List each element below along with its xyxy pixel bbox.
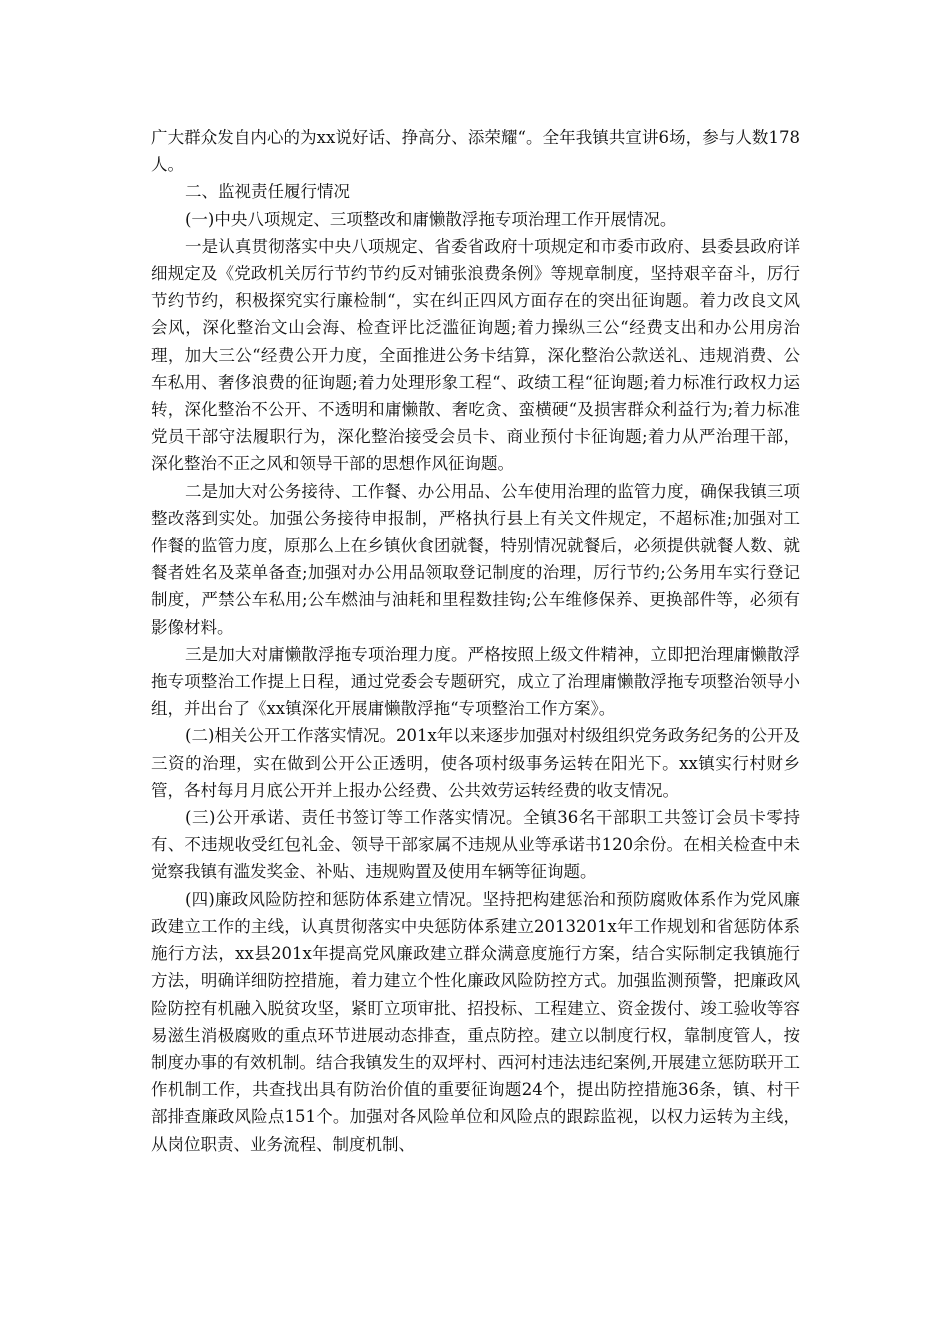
paragraph-subsection-2: (二)相关公开工作落实情况。201x年以来逐步加强对村级组织党务政务纪务的公开及三资的治理，实在做到公开公正透明，使各项村级事务运转在阳光下。xx镇实行村财乡管，各村每月月底公开并上报办公经费、公共效劳运转经费的收支情况。 <box>151 726 800 800</box>
paragraph-third-point: 三是加大对庸懒散浮拖专项治理力度。严格按照上级文件精神，立即把治理庸懒散浮拖专项整治工作提上日程，通过党委会专题研究，成立了治理庸懒散浮拖专项整治领导小组，并出台了《xx镇深化开展庸懒散浮拖“专项整治工作方案》。 <box>151 644 800 719</box>
paragraph-second-point: 二是加大对公务接待、工作餐、办公用品、公车使用治理的监管力度，确保我镇三项整改落到实处。加强公务接待申报制，严格执行县上有关文件规定，不超标准;加强对工作餐的监管力度，原那么上在乡镇伙食团就餐，特别情况就餐后，必须提供就餐人数、就餐者姓名及菜单备查;加强对办公用品领取登记制度的治理，厉行节约;公务用车实行登记制度，严禁公车私用;公车燃油与油耗和里程数挂钩;公车维修保养、更换部件等，必须有影像材料。 <box>151 481 800 637</box>
document-body <box>151 124 800 1158</box>
paragraph-first-point: 一是认真贯彻落实中央八项规定、省委省政府十项规定和市委市政府、县委县政府详细规定及《党政机关厉行节约节约反对铺张浪费条例》等规章制度，坚持艰辛奋斗，厉行节约节约，积极探究实行廉检制“，实在纠正四风方面存在的突出征询题。着力改良文风会风，深化整治文山会海、检查评比泛滥征询题;着力操纵三公“经费支出和办公用房治理，加大三公“经费公开力度，全面推进公务卡结算，深化整治公款送礼、违规消费、公车私用、奢侈浪费的征询题;着力处理形象工程“、政绩工程“征询题;着力标准行政权力运转，深化整治不公开、不透明和庸懒散、奢吃贪、蛮横硬“及损害群众利益行为;着力标准党员干部守法履职行为，深化整治接受会员卡、商业预付卡征询题;着力从严治理干部，深化整治不正之风和领导干部的思想作风征询题。 <box>151 236 800 474</box>
paragraph-subsection-4: (四)廉政风险防控和惩防体系建立情况。坚持把构建惩治和预防腐败体系作为党风廉政建立工作的主线，认真贯彻落实中央惩防体系建立2013201x年工作规划和省惩防体系施行方法，xx县201x年提高党风廉政建立群众满意度施行方案，结合实际制定我镇施行方法，明确详细防控措施，着力建立个性化廉政风险防控方式。加强监测预警，把廉政风险防控有机融入脱贫攻坚，紧盯立项审批、招投标、工程建立、资金拨付、竣工验收等容易滋生消极腐败的重点环节进展动态排查，重点防控。建立以制度行权，靠制度管人，按制度办事的有效机制。结合我镇发生的双坪村、西河村违法违纪案例,开展建立惩防联开工作机制工作，共查找出具有防治价值的重要征询题24个，提出防控措施36条，镇、村干部排查廉政风险点151个。加强对各风险单位和风险点的跟踪监视，以权力运转为主线，从岗位职责、业务流程、制度机制、 <box>151 889 800 1154</box>
paragraph-subsection-3: (三)公开承诺、责任书签订等工作落实情况。全镇36名干部职工共签订会员卡零持有、不违规收受红包礼金、领导干部家属不违规从业等承诺书120余份。在相关检查中未觉察我镇有滥发奖金、补贴、违规购置及使用车辆等征询题。 <box>151 808 800 882</box>
section-heading-2: 二、监视责任履行情况 <box>185 182 350 202</box>
subsection-heading-1: (一)中央八项规定、三项整改和庸懒散浮拖专项治理工作开展情况。 <box>185 209 677 229</box>
paragraph-continuation: 广大群众发自内心的为xx说好话、挣高分、添荣耀“。全年我镇共宣讲6场，参与人数178人。 <box>151 128 800 175</box>
